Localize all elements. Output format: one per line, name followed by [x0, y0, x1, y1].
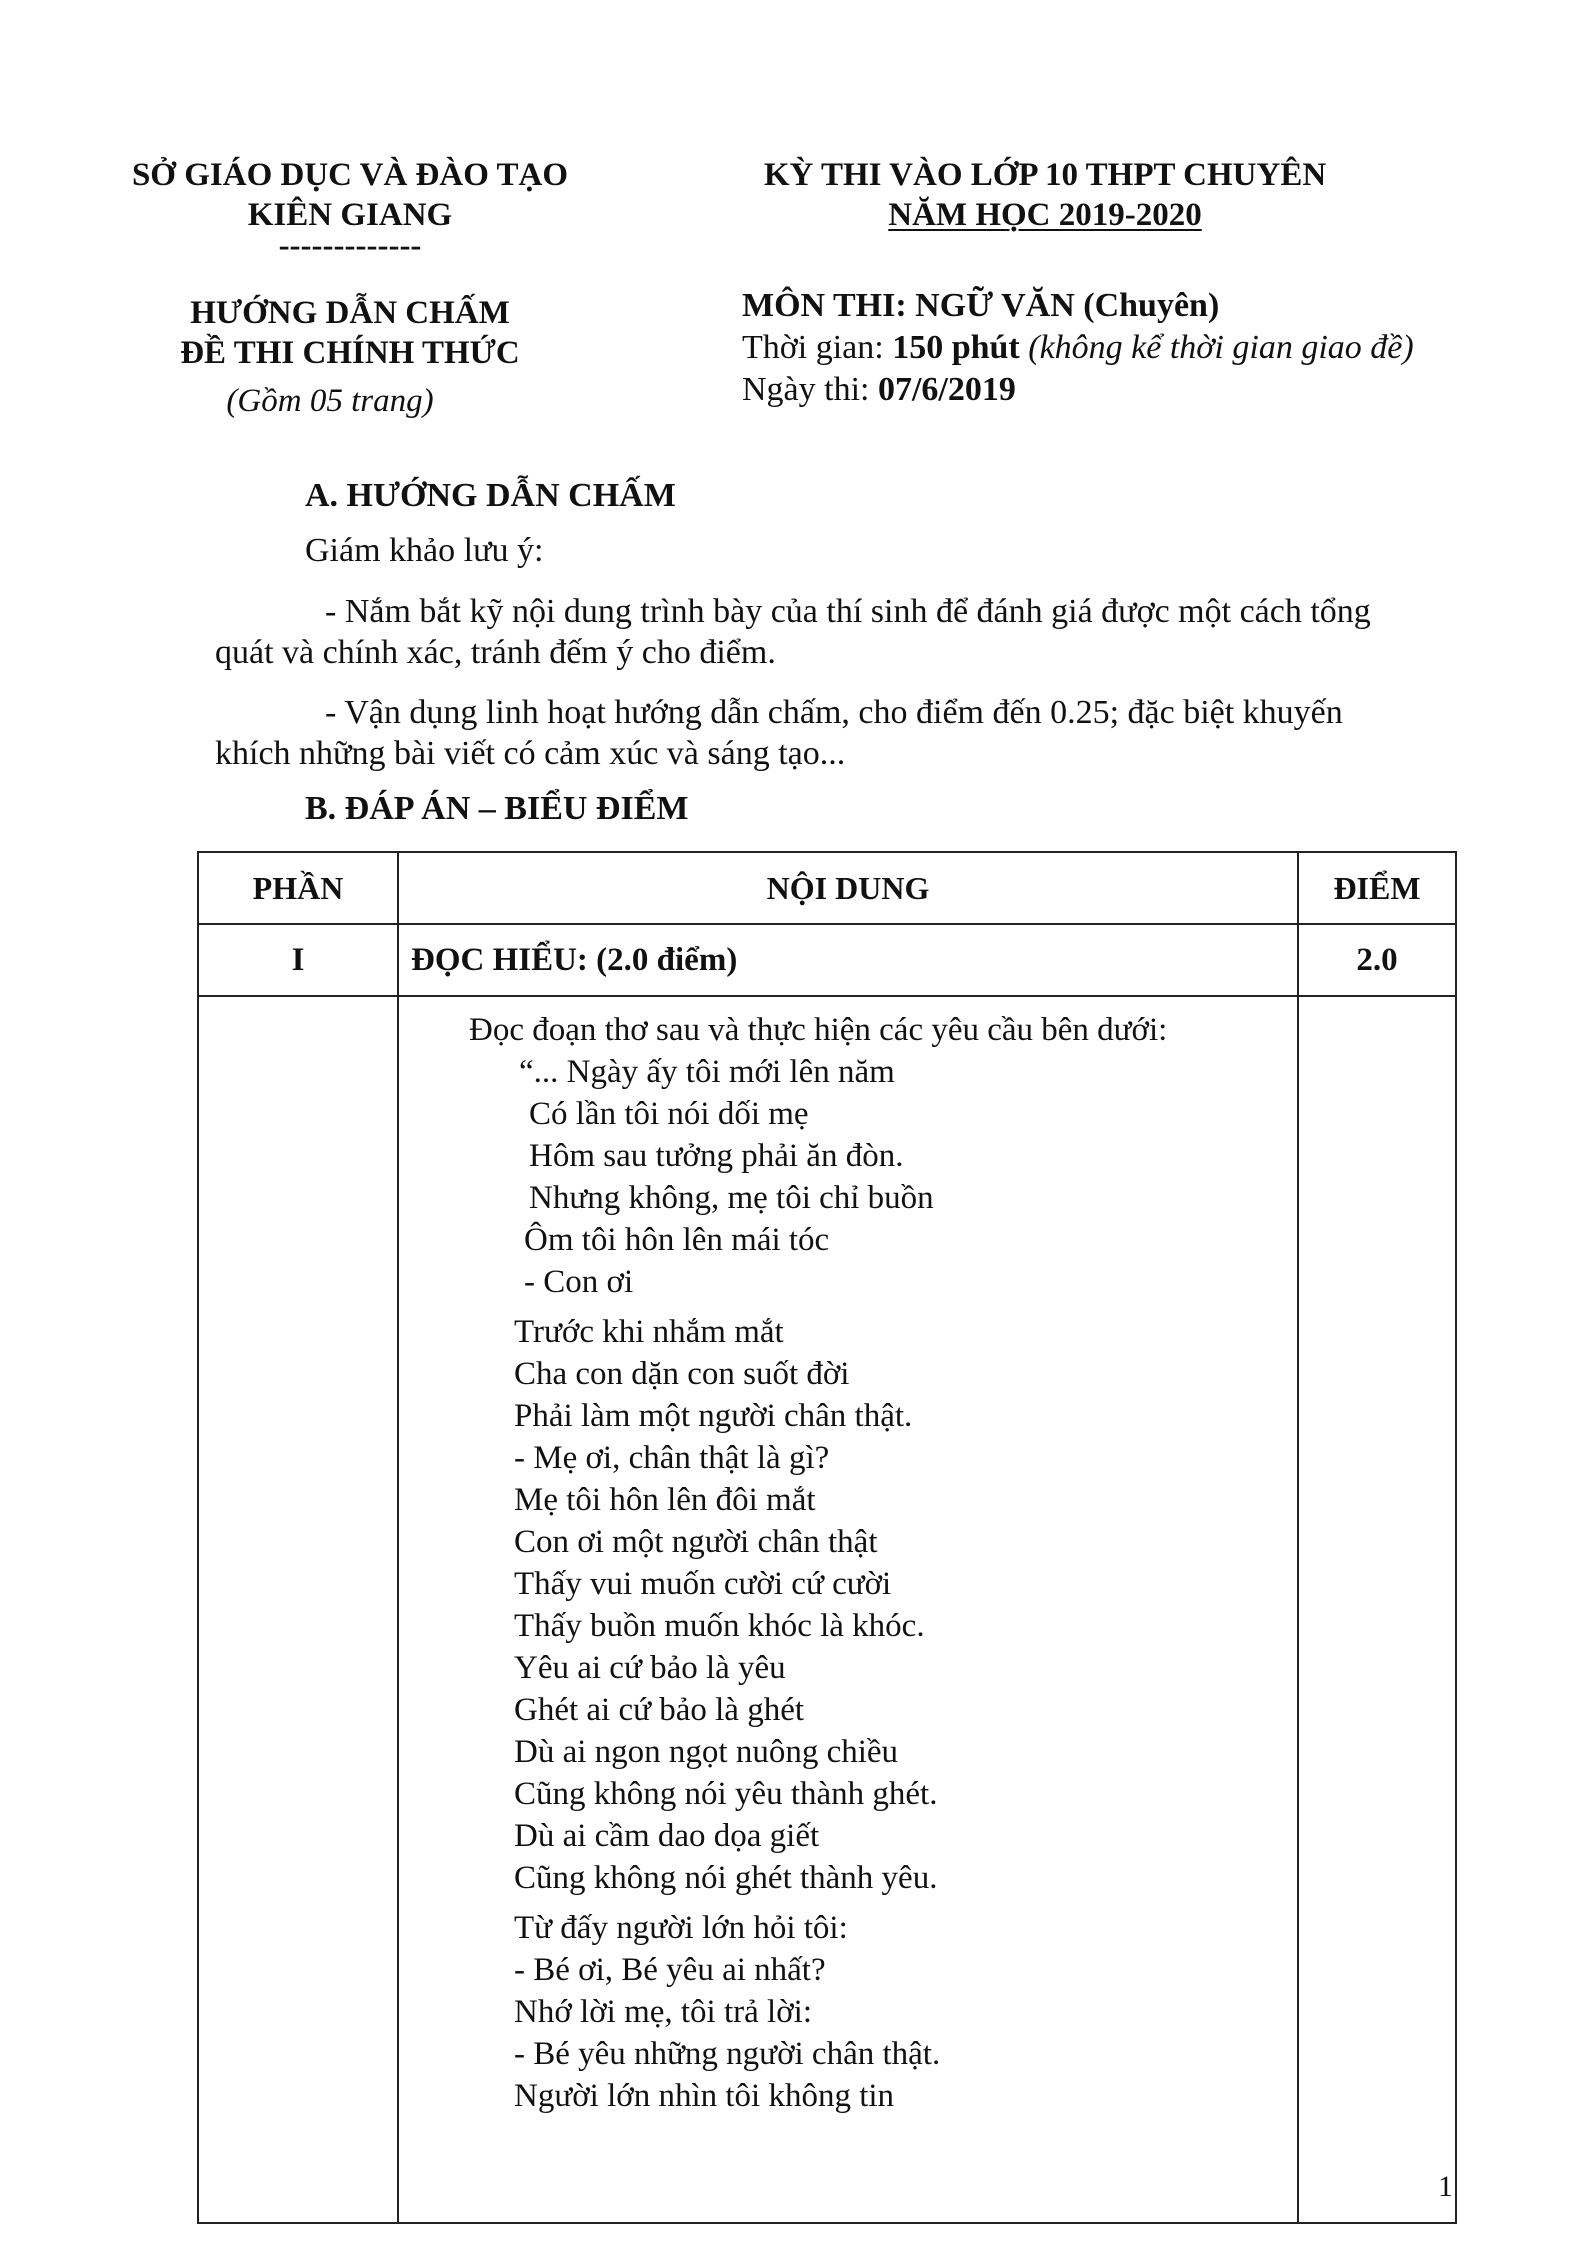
poem-line: Ôm tôi hôn lên mái tóc — [524, 1222, 830, 1258]
exam-year: NĂM HỌC 2019-2020 — [888, 197, 1202, 233]
item-2-line-1: - Vận dụng linh hoạt hướng dẫn chấm, cho điểm đến 0.25; đặc biệt khuyến — [325, 694, 1343, 731]
exam-time — [742, 327, 1414, 369]
guide-title-line1: HƯỚNG DẪN CHẤM — [190, 295, 510, 331]
poem-line: “... Ngày ấy tôi mới lên năm — [519, 1054, 895, 1090]
poem-line: Dù ai ngon ngọt nuông chiều — [514, 1734, 899, 1770]
exam-date-value: 07/6/2019 — [877, 371, 1016, 408]
guide-title-line2: ĐỀ THI CHÍNH THỨC — [180, 335, 520, 371]
answer-table — [197, 851, 1457, 2224]
poem-line: Có lần tôi nói dối mẹ — [529, 1096, 809, 1132]
department-name: SỞ GIÁO DỤC VÀ ĐÀO TẠO — [131, 157, 569, 193]
poem-line: Cha con dặn con suốt đời — [514, 1356, 850, 1392]
exam-date-label: Ngày thi: — [742, 371, 878, 408]
poem-line: - Con ơi — [524, 1264, 634, 1300]
poem-line: Ghét ai cứ bảo là ghét — [514, 1692, 805, 1728]
section-a-item-2 — [215, 692, 1460, 774]
poem-line: Người lớn nhìn tôi không tin — [514, 2078, 895, 2114]
poem-stanza-3 — [399, 1907, 1297, 2117]
row-part: I — [198, 924, 398, 996]
poem-line: - Bé ơi, Bé yêu ai nhất? — [514, 1952, 826, 1988]
item-2-line-2: khích những bài viết có cảm xúc và sáng tạo... — [215, 735, 846, 772]
exam-time-label: Thời gian: — [742, 329, 893, 366]
section-b-heading: B. ĐÁP ÁN – BIỂU ĐIỂM — [305, 790, 689, 827]
section-a-note: Giám khảo lưu ý: — [305, 532, 544, 569]
poem-stanza-1 — [399, 1051, 1297, 1303]
header-score: ĐIỂM — [1298, 852, 1456, 924]
header-content: NỘI DUNG — [398, 852, 1298, 924]
poem-line: Từ đấy người lớn hỏi tôi: — [514, 1910, 848, 1946]
item-1-line-2: quát và chính xác, tránh đếm ý cho điểm. — [215, 634, 776, 671]
row-part-empty — [198, 996, 398, 2223]
row-score: 2.0 — [1298, 924, 1456, 996]
header-separator: ------------- — [278, 228, 422, 264]
page-count-note: (Gồm 05 trang) — [226, 383, 434, 419]
poem-line: Yêu ai cứ bảo là yêu — [514, 1650, 786, 1686]
poem-line: Cũng không nói ghét thành yêu. — [514, 1860, 938, 1896]
exam-title: KỲ THI VÀO LỚP 10 THPT CHUYÊN — [763, 157, 1327, 193]
row-content: ĐỌC HIỂU: (2.0 điểm) — [398, 924, 1298, 996]
exam-info — [742, 285, 1414, 411]
exam-subject: MÔN THI: NGỮ VĂN (Chuyên) — [742, 287, 1220, 324]
poem-line: Nhớ lời mẹ, tôi trả lời: — [514, 1994, 812, 2030]
table-row — [198, 996, 1456, 2223]
exam-time-value: 150 phút — [892, 329, 1020, 366]
section-a-item-1 — [215, 591, 1460, 673]
header-left — [100, 155, 600, 421]
poem-line: Con ơi một người chân thật — [514, 1524, 878, 1560]
row-score-empty — [1298, 996, 1456, 2223]
item-1-line-1: - Nắm bắt kỹ nội dung trình bày của thí sinh để đánh giá được một cách tổng — [325, 593, 1371, 630]
poem-line: Mẹ tôi hôn lên đôi mắt — [514, 1482, 816, 1518]
poem-line: - Bé yêu những người chân thật. — [514, 2036, 941, 2072]
poem-line: Dù ai cầm dao dọa giết — [514, 1818, 820, 1854]
page-number: 1 — [1438, 2170, 1453, 2203]
poem-cell — [398, 996, 1298, 2223]
poem-line: Cũng không nói yêu thành ghét. — [514, 1776, 938, 1812]
poem-line: Phải làm một người chân thật. — [514, 1398, 913, 1434]
table-row — [198, 924, 1456, 996]
poem-line: Nhưng không, mẹ tôi chỉ buồn — [529, 1180, 934, 1216]
poem-line: - Mẹ ơi, chân thật là gì? — [514, 1440, 830, 1476]
exam-date — [742, 369, 1414, 411]
instruction: Đọc đoạn thơ sau và thực hiện các yêu cầu bên dưới: — [469, 1012, 1168, 1048]
department-province: KIÊN GIANG — [247, 197, 453, 233]
header-part: PHẦN — [198, 852, 398, 924]
header-right — [680, 155, 1410, 235]
poem-line: Hôm sau tưởng phải ăn đòn. — [529, 1138, 904, 1174]
table-header-row — [198, 852, 1456, 924]
section-a-heading: A. HƯỚNG DẪN CHẤM — [305, 477, 676, 514]
poem-line: Trước khi nhắm mắt — [514, 1314, 784, 1350]
poem-stanza-2 — [399, 1311, 1297, 1899]
exam-time-note: (không kể thời gian giao đề) — [1019, 329, 1414, 366]
poem-line: Thấy vui muốn cười cứ cười — [514, 1566, 892, 1602]
poem-line: Thấy buồn muốn khóc là khóc. — [514, 1608, 925, 1644]
